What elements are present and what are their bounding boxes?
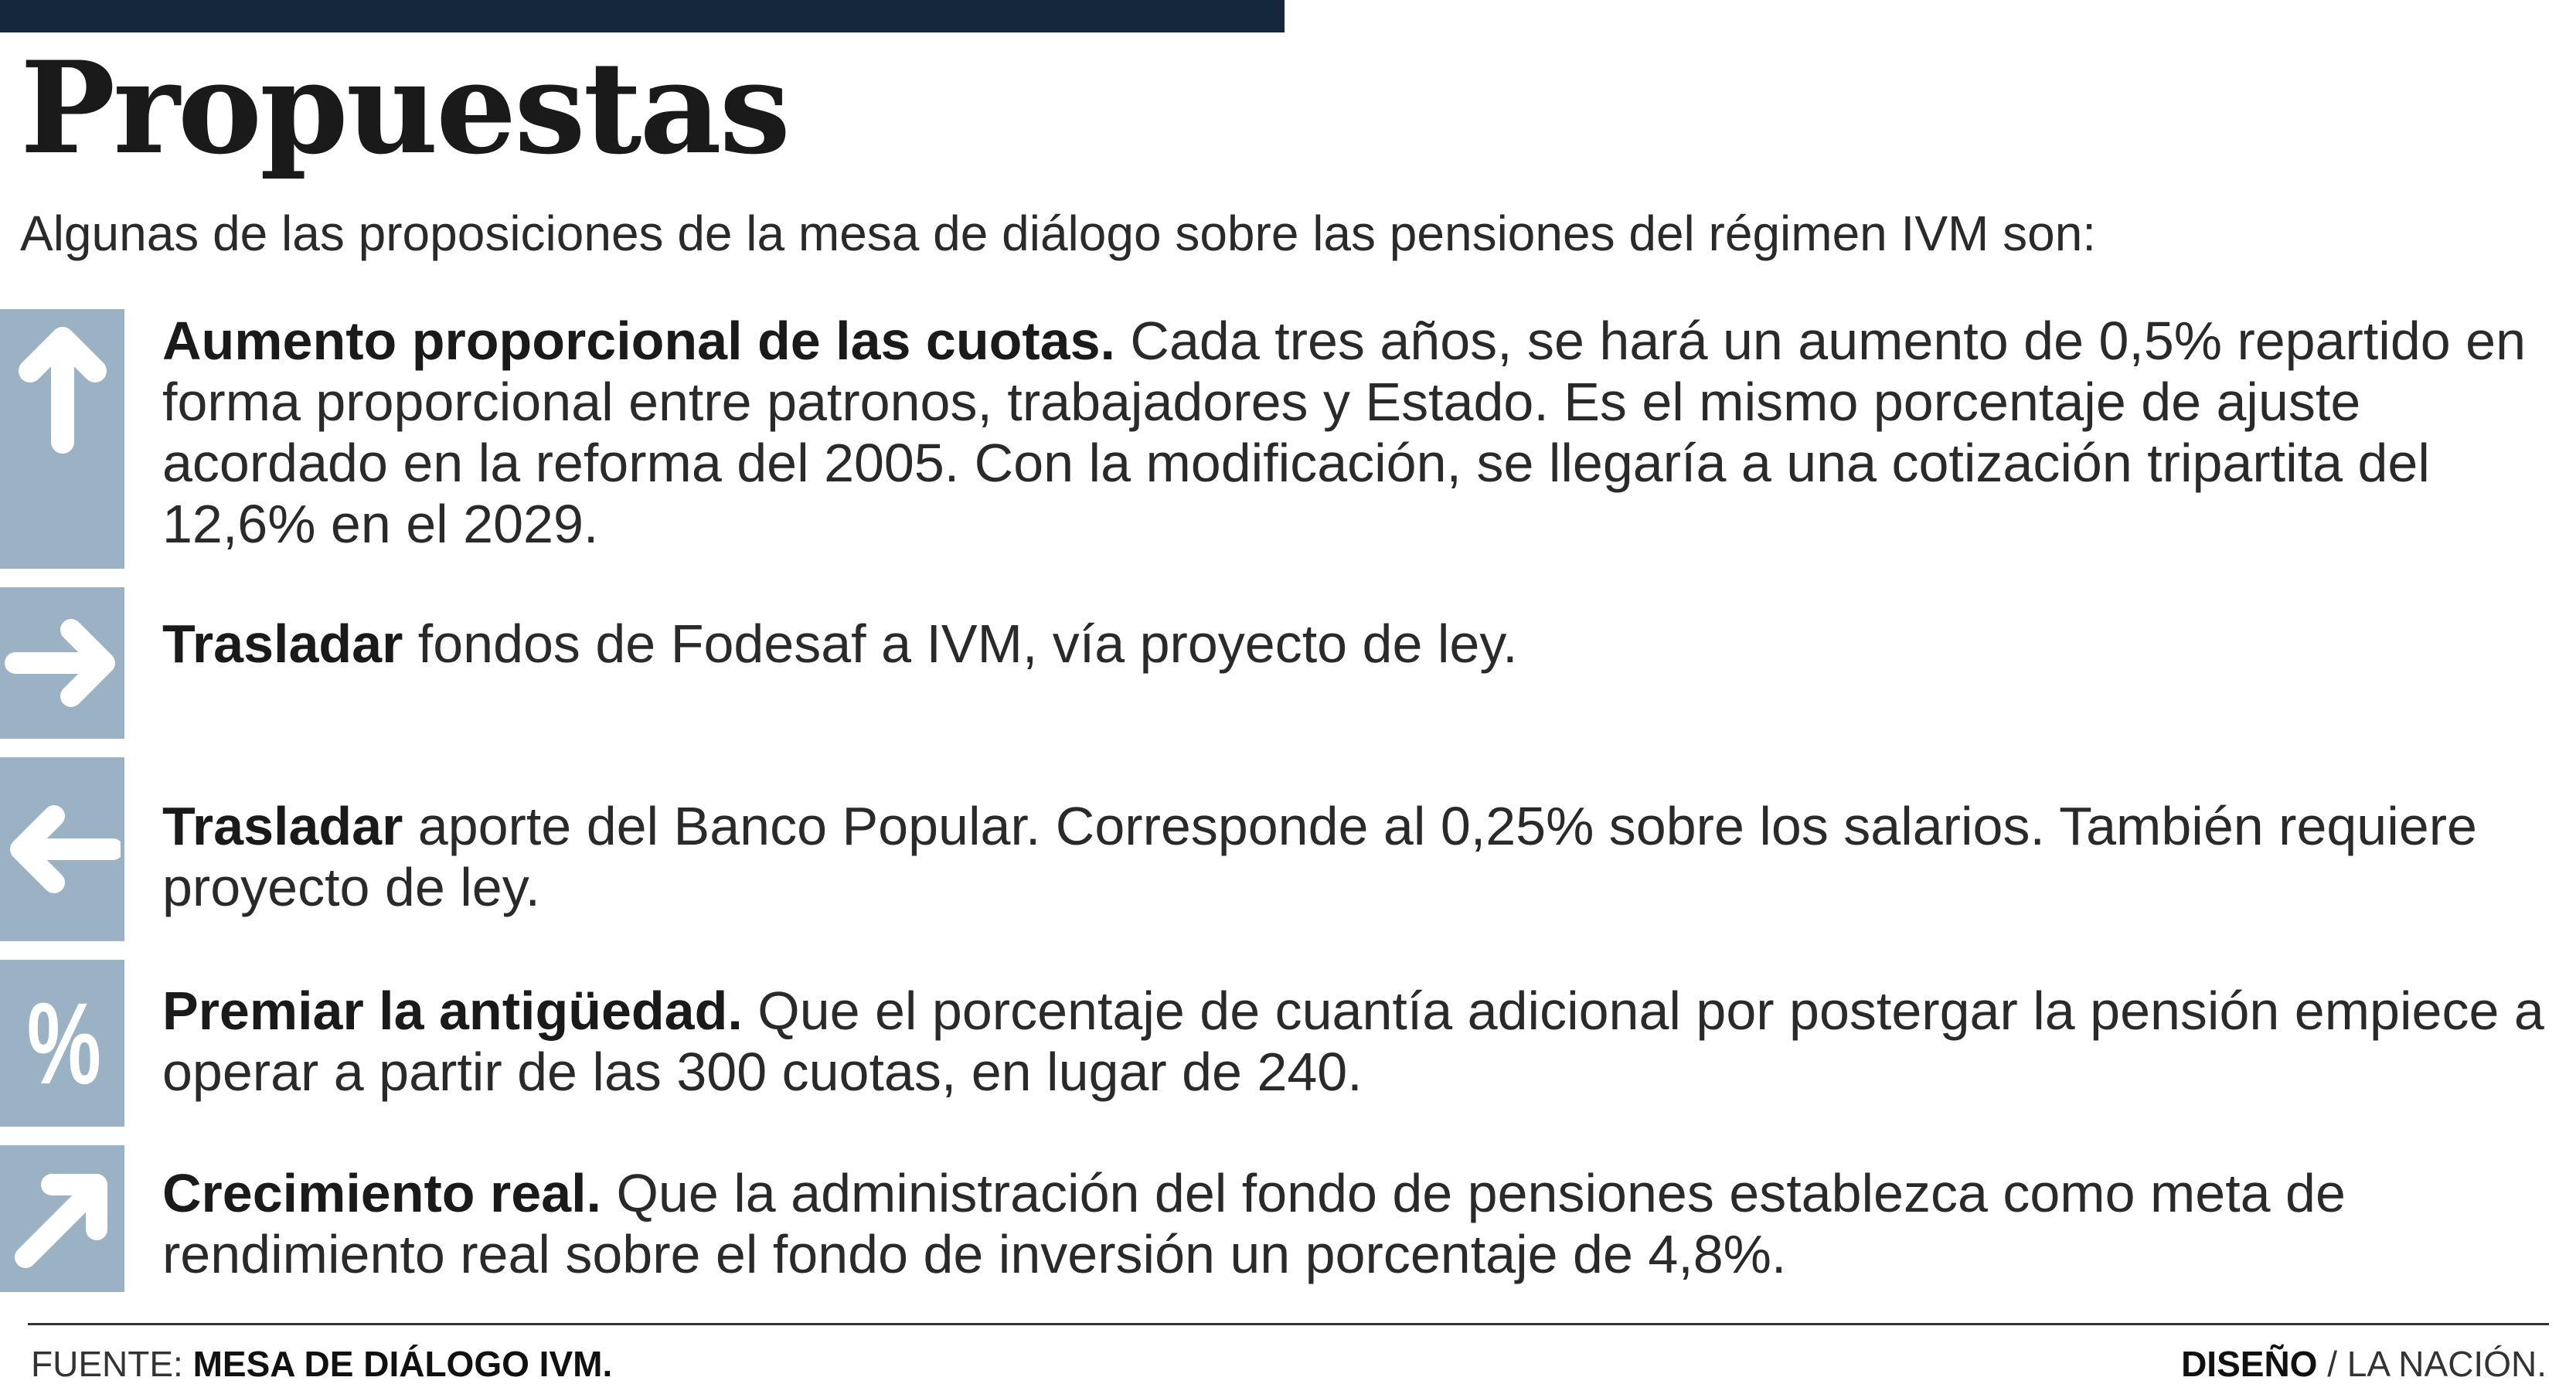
proposal-icon-box-4 xyxy=(0,960,124,1127)
footer-credit xyxy=(2181,1346,2547,1382)
footer-design-label: DISEÑO xyxy=(2181,1344,2318,1384)
footer-source xyxy=(31,1346,612,1382)
proposal-item-3 xyxy=(162,796,2558,918)
proposal-icon-box-5 xyxy=(0,1145,124,1292)
proposal-2-heading: Trasladar xyxy=(162,614,403,674)
proposal-icon-box-2 xyxy=(0,587,124,739)
footer-divider xyxy=(28,1323,2549,1325)
top-accent-bar xyxy=(0,0,1285,32)
footer-source-label: FUENTE: xyxy=(31,1344,183,1384)
page-title: Propuestas xyxy=(20,33,789,182)
proposal-1-body: Cada tres años, se hará un aumento de 0,5% repartido en forma proporcional entre patronos, trabajadores y Estado. Es el mismo porcentaje de ajuste acordado en la reforma del 2005. Con la modificación, se llegaría a una cotización tripartita del 12,6% en el 2029. xyxy=(162,311,2527,554)
percent-icon: % xyxy=(26,978,98,1108)
footer-design-value: LA NACIÓN. xyxy=(2346,1344,2547,1384)
footer-design-separator: / xyxy=(2317,1344,2347,1384)
arrow-right-icon xyxy=(5,613,121,713)
proposal-4-heading: Premiar la antigüedad. xyxy=(162,981,743,1041)
proposal-1-heading: Aumento proporcional de las cuotas. xyxy=(162,311,1115,371)
proposal-icon-box-1 xyxy=(0,309,124,569)
proposal-3-body: aporte del Banco Popular. Corresponde al 0,25% sobre los salarios. También requiere proyecto de ley. xyxy=(162,796,2477,917)
arrow-up-right-icon xyxy=(9,1165,117,1273)
proposal-3-heading: Trasladar xyxy=(162,796,403,856)
proposal-item-2 xyxy=(162,614,2558,675)
proposal-4-body: Que el porcentaje de cuantía adicional por postergar la pensión empiece a operar a partir de las 300 cuotas, en lugar de 240. xyxy=(162,981,2544,1102)
proposal-item-5 xyxy=(162,1163,2558,1285)
proposal-item-1 xyxy=(162,311,2558,555)
proposal-item-4 xyxy=(162,981,2558,1103)
proposal-icon-box-3 xyxy=(0,757,124,941)
page-subtitle: Algunas de las proposiciones de la mesa de diálogo sobre las pensiones del régimen IVM son: xyxy=(20,206,2097,261)
proposal-5-body: Que la administración del fondo de pensiones establezca como meta de rendimiento real sobre el fondo de inversión un porcentaje de 4,8%. xyxy=(162,1163,2346,1284)
arrow-up-icon xyxy=(16,317,109,456)
proposal-2-body: fondos de Fodesaf a IVM, vía proyecto de ley. xyxy=(403,614,1518,674)
proposal-5-heading: Crecimiento real. xyxy=(162,1163,601,1223)
arrow-left-icon xyxy=(5,799,121,899)
footer-source-value: MESA DE DIÁLOGO IVM. xyxy=(192,1344,613,1384)
